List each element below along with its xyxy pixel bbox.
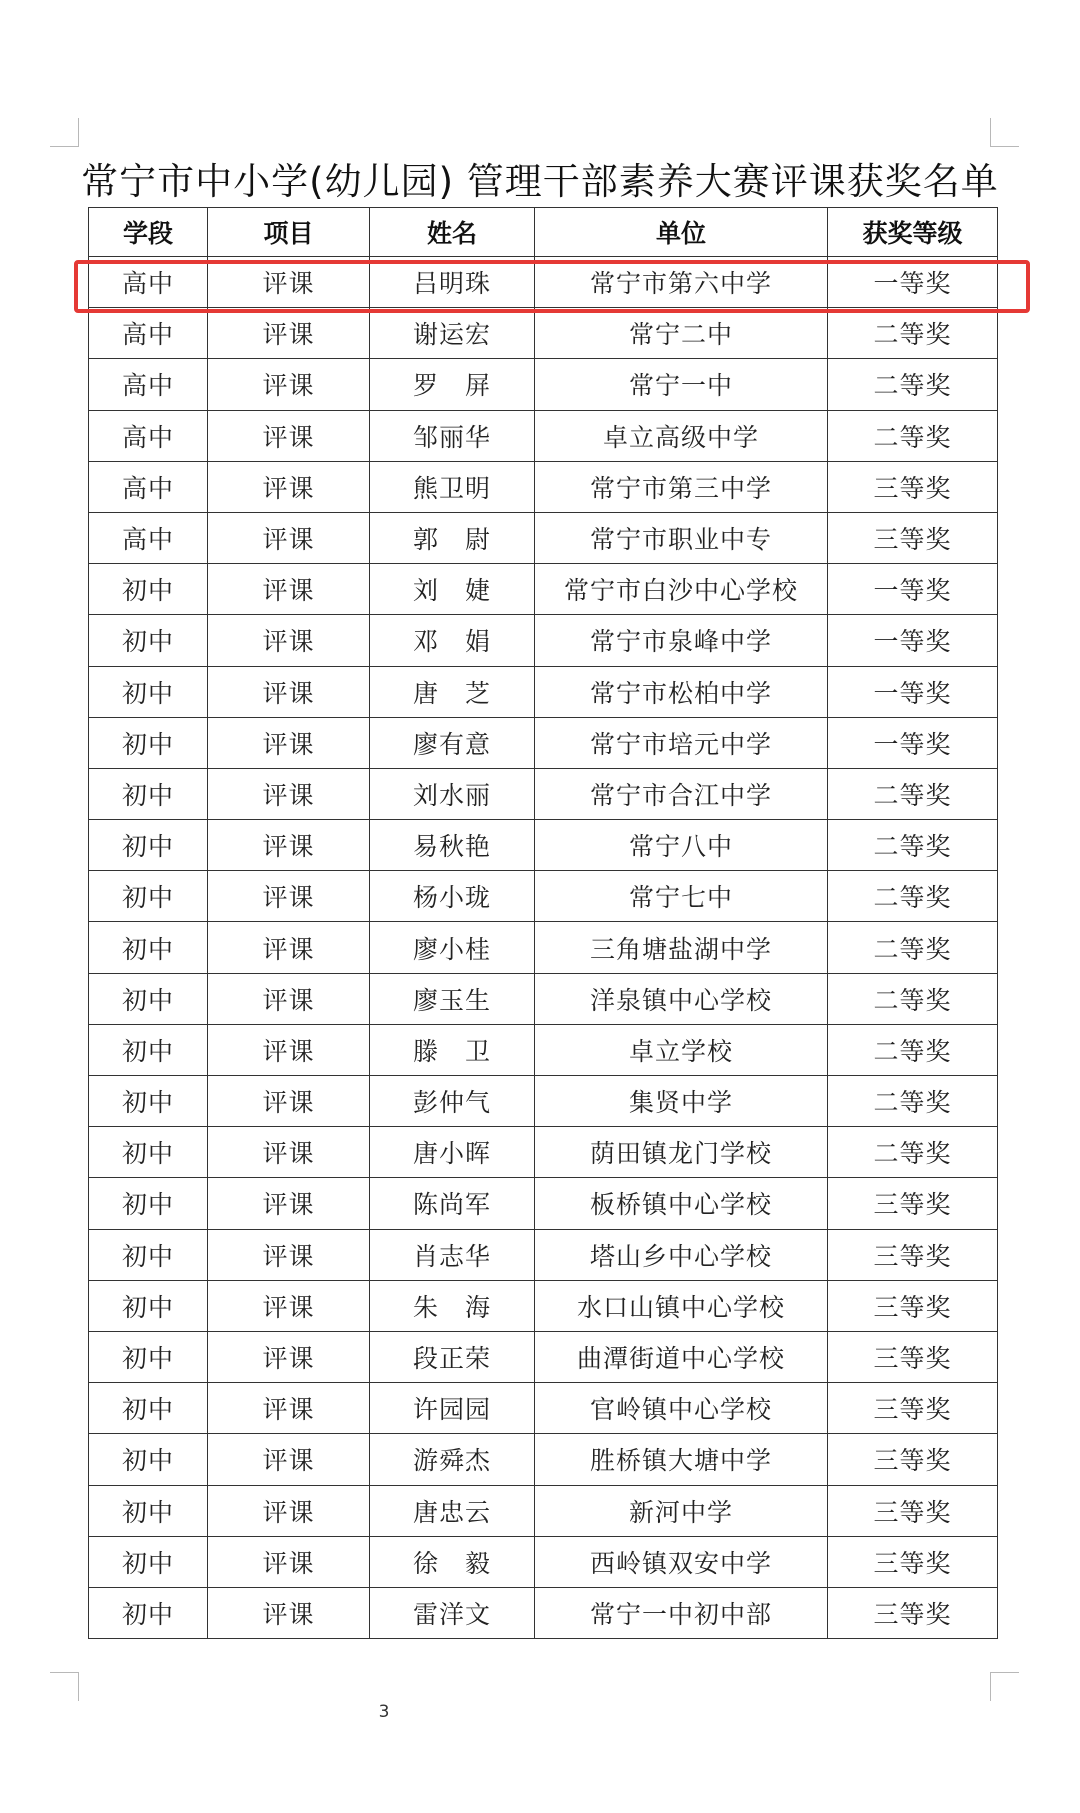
- cell-name: 邓 娟: [370, 615, 535, 666]
- cell-project: 评课: [208, 461, 370, 512]
- cell-name: 许园园: [370, 1383, 535, 1434]
- table-row: [89, 1024, 998, 1075]
- cell-award-level: 三等奖: [828, 1331, 998, 1382]
- table-row: [89, 1536, 998, 1587]
- cell-project: 评课: [208, 308, 370, 359]
- cell-unit: 官岭镇中心学校: [535, 1383, 828, 1434]
- cell-unit: 西岭镇双安中学: [535, 1536, 828, 1587]
- document-title: 常宁市中小学(幼儿园) 管理干部素养大赛评课获奖名单: [81, 160, 999, 203]
- page-corner-mark-top-right: [990, 118, 1019, 147]
- cell-project: 评课: [208, 1434, 370, 1485]
- cell-award-level: 三等奖: [828, 1280, 998, 1331]
- cell-award-level: 二等奖: [828, 1076, 998, 1127]
- cell-unit: 水口山镇中心学校: [535, 1280, 828, 1331]
- cell-name: 肖志华: [370, 1229, 535, 1280]
- table-row: [89, 512, 998, 563]
- cell-stage: 初中: [89, 564, 208, 615]
- cell-stage: 初中: [89, 1076, 208, 1127]
- cell-name: 徐 毅: [370, 1536, 535, 1587]
- table-row: [89, 666, 998, 717]
- cell-stage: 高中: [89, 410, 208, 461]
- cell-unit: 集贤中学: [535, 1076, 828, 1127]
- cell-award-level: 三等奖: [828, 1383, 998, 1434]
- cell-unit: 常宁市泉峰中学: [535, 615, 828, 666]
- cell-stage: 初中: [89, 1434, 208, 1485]
- cell-name: 易秋艳: [370, 820, 535, 871]
- cell-stage: 高中: [89, 461, 208, 512]
- cell-name: 雷洋文: [370, 1587, 535, 1638]
- header-stage: 学段: [89, 208, 208, 257]
- cell-unit: 常宁市松柏中学: [535, 666, 828, 717]
- cell-stage: 初中: [89, 1587, 208, 1638]
- cell-unit: 胜桥镇大塘中学: [535, 1434, 828, 1485]
- cell-award-level: 一等奖: [828, 615, 998, 666]
- cell-name: 游舜杰: [370, 1434, 535, 1485]
- table-row: [89, 1178, 998, 1229]
- cell-project: 评课: [208, 1229, 370, 1280]
- cell-name: 吕明珠: [370, 257, 535, 308]
- cell-project: 评课: [208, 1076, 370, 1127]
- cell-name: 熊卫明: [370, 461, 535, 512]
- cell-unit: 塔山乡中心学校: [535, 1229, 828, 1280]
- cell-unit: 板桥镇中心学校: [535, 1178, 828, 1229]
- cell-award-level: 二等奖: [828, 973, 998, 1024]
- cell-project: 评课: [208, 768, 370, 819]
- cell-unit: 常宁市职业中专: [535, 512, 828, 563]
- table-row: [89, 1127, 998, 1178]
- cell-unit: 常宁市白沙中心学校: [535, 564, 828, 615]
- table-row: [89, 922, 998, 973]
- cell-project: 评课: [208, 1331, 370, 1382]
- cell-unit: 常宁八中: [535, 820, 828, 871]
- table-row: [89, 871, 998, 922]
- cell-stage: 初中: [89, 820, 208, 871]
- cell-unit: 曲潭街道中心学校: [535, 1331, 828, 1382]
- cell-project: 评课: [208, 1178, 370, 1229]
- cell-stage: 初中: [89, 768, 208, 819]
- table-header-row: [89, 208, 998, 257]
- cell-name: 邹丽华: [370, 410, 535, 461]
- cell-stage: 初中: [89, 1178, 208, 1229]
- table-row: [89, 615, 998, 666]
- table-body: [89, 257, 998, 1639]
- cell-award-level: 一等奖: [828, 666, 998, 717]
- table-row: [89, 1076, 998, 1127]
- cell-award-level: 二等奖: [828, 768, 998, 819]
- cell-stage: 初中: [89, 1127, 208, 1178]
- cell-project: 评课: [208, 1383, 370, 1434]
- cell-award-level: 二等奖: [828, 1127, 998, 1178]
- cell-project: 评课: [208, 820, 370, 871]
- cell-award-level: 三等奖: [828, 1485, 998, 1536]
- cell-award-level: 二等奖: [828, 308, 998, 359]
- cell-project: 评课: [208, 1587, 370, 1638]
- cell-project: 评课: [208, 1024, 370, 1075]
- cell-stage: 初中: [89, 717, 208, 768]
- cell-name: 唐 芝: [370, 666, 535, 717]
- cell-project: 评课: [208, 1485, 370, 1536]
- page-corner-mark-bottom-left: [50, 1672, 79, 1701]
- cell-stage: 初中: [89, 615, 208, 666]
- table-row: [89, 973, 998, 1024]
- table-row: [89, 717, 998, 768]
- cell-award-level: 三等奖: [828, 1587, 998, 1638]
- header-name: 姓名: [370, 208, 535, 257]
- table-row: [89, 359, 998, 410]
- cell-stage: 高中: [89, 308, 208, 359]
- cell-name: 郭 尉: [370, 512, 535, 563]
- cell-project: 评课: [208, 512, 370, 563]
- cell-project: 评课: [208, 717, 370, 768]
- page-corner-mark-bottom-right: [990, 1672, 1019, 1701]
- cell-name: 唐小晖: [370, 1127, 535, 1178]
- page-corner-mark-top-left: [50, 118, 79, 147]
- cell-stage: 初中: [89, 1331, 208, 1382]
- cell-project: 评课: [208, 871, 370, 922]
- cell-stage: 初中: [89, 1229, 208, 1280]
- table-row: [89, 308, 998, 359]
- table-row: [89, 1383, 998, 1434]
- cell-unit: 常宁市第三中学: [535, 461, 828, 512]
- table-row: [89, 1229, 998, 1280]
- cell-name: 谢运宏: [370, 308, 535, 359]
- cell-name: 罗 屏: [370, 359, 535, 410]
- cell-project: 评课: [208, 615, 370, 666]
- cell-project: 评课: [208, 1127, 370, 1178]
- cell-stage: 初中: [89, 666, 208, 717]
- cell-project: 评课: [208, 410, 370, 461]
- cell-name: 廖小桂: [370, 922, 535, 973]
- cell-project: 评课: [208, 1536, 370, 1587]
- header-award-level: 获奖等级: [828, 208, 998, 257]
- cell-project: 评课: [208, 922, 370, 973]
- cell-award-level: 二等奖: [828, 871, 998, 922]
- cell-stage: 初中: [89, 1536, 208, 1587]
- cell-unit: 三角塘盐湖中学: [535, 922, 828, 973]
- cell-project: 评课: [208, 1280, 370, 1331]
- cell-unit: 常宁二中: [535, 308, 828, 359]
- cell-name: 刘水丽: [370, 768, 535, 819]
- cell-award-level: 三等奖: [828, 1178, 998, 1229]
- cell-unit: 常宁市培元中学: [535, 717, 828, 768]
- cell-stage: 高中: [89, 512, 208, 563]
- table-row: [89, 768, 998, 819]
- cell-unit: 常宁一中初中部: [535, 1587, 828, 1638]
- cell-award-level: 三等奖: [828, 461, 998, 512]
- table-row: [89, 410, 998, 461]
- cell-award-level: 一等奖: [828, 564, 998, 615]
- cell-unit: 常宁一中: [535, 359, 828, 410]
- table-row: [89, 1331, 998, 1382]
- table-row: [89, 1280, 998, 1331]
- cell-name: 唐忠云: [370, 1485, 535, 1536]
- cell-unit: 新河中学: [535, 1485, 828, 1536]
- cell-award-level: 二等奖: [828, 410, 998, 461]
- table-row: [89, 1587, 998, 1638]
- cell-stage: 初中: [89, 922, 208, 973]
- cell-award-level: 二等奖: [828, 1024, 998, 1075]
- cell-project: 评课: [208, 666, 370, 717]
- cell-project: 评课: [208, 973, 370, 1024]
- cell-award-level: 二等奖: [828, 820, 998, 871]
- cell-name: 陈尚军: [370, 1178, 535, 1229]
- cell-project: 评课: [208, 359, 370, 410]
- cell-stage: 初中: [89, 1485, 208, 1536]
- cell-name: 彭仲气: [370, 1076, 535, 1127]
- cell-award-level: 二等奖: [828, 922, 998, 973]
- cell-award-level: 一等奖: [828, 717, 998, 768]
- table-row: [89, 257, 998, 308]
- cell-unit: 卓立高级中学: [535, 410, 828, 461]
- cell-name: 廖有意: [370, 717, 535, 768]
- header-unit: 单位: [535, 208, 828, 257]
- cell-name: 段正荣: [370, 1331, 535, 1382]
- header-project: 项目: [208, 208, 370, 257]
- table-row: [89, 461, 998, 512]
- cell-name: 廖玉生: [370, 973, 535, 1024]
- cell-award-level: 三等奖: [828, 512, 998, 563]
- cell-award-level: 三等奖: [828, 1229, 998, 1280]
- cell-name: 刘 婕: [370, 564, 535, 615]
- table-row: [89, 564, 998, 615]
- cell-name: 朱 海: [370, 1280, 535, 1331]
- page-number: 3: [378, 1702, 390, 1722]
- table-row: [89, 820, 998, 871]
- cell-unit: 荫田镇龙门学校: [535, 1127, 828, 1178]
- cell-award-level: 二等奖: [828, 359, 998, 410]
- cell-name: 杨小珑: [370, 871, 535, 922]
- cell-award-level: 三等奖: [828, 1434, 998, 1485]
- cell-stage: 高中: [89, 359, 208, 410]
- cell-award-level: 三等奖: [828, 1536, 998, 1587]
- table-row: [89, 1434, 998, 1485]
- cell-unit: 洋泉镇中心学校: [535, 973, 828, 1024]
- cell-stage: 初中: [89, 1280, 208, 1331]
- cell-stage: 初中: [89, 1024, 208, 1075]
- cell-unit: 卓立学校: [535, 1024, 828, 1075]
- cell-stage: 初中: [89, 973, 208, 1024]
- cell-stage: 初中: [89, 1383, 208, 1434]
- cell-unit: 常宁市第六中学: [535, 257, 828, 308]
- cell-unit: 常宁市合江中学: [535, 768, 828, 819]
- cell-name: 滕 卫: [370, 1024, 535, 1075]
- cell-unit: 常宁七中: [535, 871, 828, 922]
- cell-award-level: 一等奖: [828, 257, 998, 308]
- table-row: [89, 1485, 998, 1536]
- cell-stage: 高中: [89, 257, 208, 308]
- cell-stage: 初中: [89, 871, 208, 922]
- cell-project: 评课: [208, 257, 370, 308]
- cell-project: 评课: [208, 564, 370, 615]
- award-table: [88, 207, 998, 1639]
